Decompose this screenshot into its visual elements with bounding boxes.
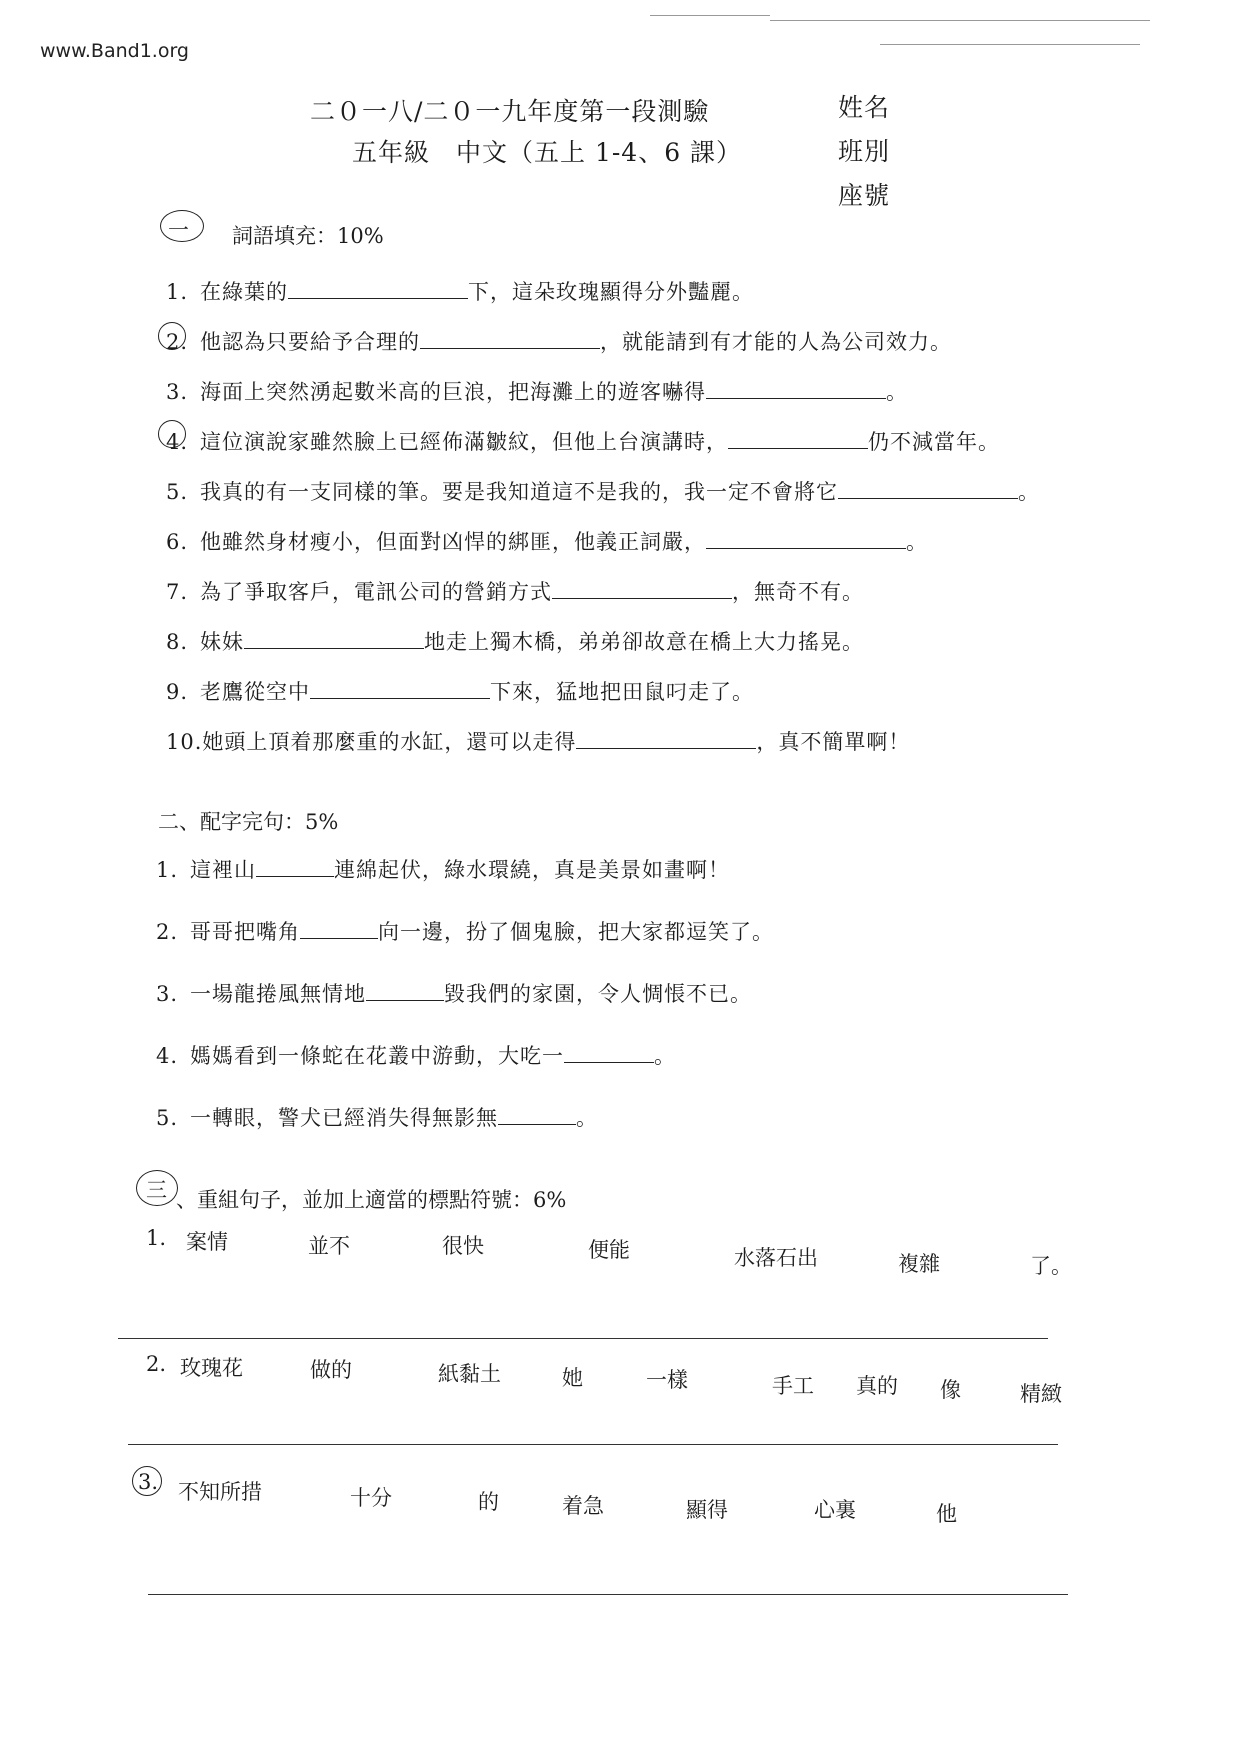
s2-question-2: 2. 哥哥把嘴角 向一邊，扮了個鬼臉，把大家都逗笑了。	[156, 920, 774, 944]
s3-q1-word: 了。	[1030, 1254, 1072, 1278]
s1-question-10: 10.她頭上頂着那麼重的水缸，還可以走得 ，真不簡單啊！	[166, 730, 911, 754]
s1-question-9: 9. 老鷹從空中 下來，猛地把田鼠叼走了。	[166, 680, 754, 704]
answer-blank[interactable]	[838, 478, 1018, 499]
s3-q2-word: 像	[940, 1378, 961, 1402]
s3-q2-word: 她	[562, 1366, 583, 1390]
s2-question-5: 5. 一轉眼，警犬已經消失得無影無 。	[156, 1106, 598, 1130]
s2-question-4: 4. 媽媽看到一條蛇在花叢中游動，大吃一 。	[156, 1044, 676, 1068]
s3-q2-word: 玫瑰花	[180, 1356, 243, 1380]
s1-question-7: 7. 為了爭取客戶，電訊公司的營銷方式 ，無奇不有。	[166, 580, 864, 604]
s3-q1-answer-line[interactable]	[118, 1338, 1048, 1339]
scan-line	[880, 44, 1140, 45]
s1-question-3: 3. 海面上突然湧起數米高的巨浪，把海灘上的遊客嚇得 。	[166, 380, 908, 404]
answer-blank[interactable]	[366, 980, 444, 1001]
s2-question-1: 1. 這裡山 連綿起伏，綠水環繞，真是美景如畫啊！	[156, 858, 730, 882]
s3-q2-word: 紙黏土	[438, 1362, 501, 1386]
s3-q3-answer-line[interactable]	[148, 1594, 1068, 1595]
scan-line	[650, 15, 770, 16]
s2-question-3: 3. 一場龍捲風無情地 毀我們的家園，令人惆悵不已。	[156, 982, 752, 1006]
s1-question-1: 1. 在綠葉的 下，這朵玫瑰顯得分外豔麗。	[166, 280, 754, 304]
s1-question-8: 8. 妹妹 地走上獨木橋，弟弟卻故意在橋上大力搖晃。	[166, 630, 864, 654]
s1-question-2: 2. 他認為只要給予合理的 ，就能請到有才能的人為公司效力。	[166, 330, 952, 354]
section-3-number: 三	[146, 1178, 167, 1202]
s3-q2-answer-line[interactable]	[128, 1444, 1058, 1445]
s3-q2-word: 做的	[310, 1358, 352, 1382]
s1-question-4: 4. 這位演說家雖然臉上已經佈滿皺紋，但他上台演講時， 仍不減當年。	[166, 430, 1000, 454]
answer-blank[interactable]	[310, 678, 490, 699]
s3-q2-number: 2.	[146, 1352, 167, 1376]
answer-blank[interactable]	[728, 428, 868, 449]
s3-q1-number: 1.	[146, 1226, 167, 1250]
s3-q2-word: 真的	[856, 1374, 898, 1398]
s3-q3-word: 他	[936, 1502, 957, 1526]
s3-q2-word: 手工	[772, 1374, 814, 1398]
section-2-title: 二、配字完句：5%	[158, 810, 339, 834]
exam-title: 二０一八/二０一九年度第一段測驗	[310, 97, 710, 126]
answer-blank[interactable]	[420, 328, 600, 349]
s3-q1-word: 並不	[308, 1234, 350, 1258]
field-name-label: 姓名	[838, 93, 891, 122]
field-seat-label: 座號	[838, 181, 891, 210]
section-1-title: 詞語填充：10%	[232, 224, 384, 248]
answer-blank[interactable]	[244, 628, 424, 649]
s3-q3-number: 3.	[138, 1470, 159, 1494]
s1-question-6: 6. 他雖然身材瘦小，但面對凶悍的綁匪，他義正詞嚴， 。	[166, 530, 928, 554]
section-3-title: 、重組句子，並加上適當的標點符號：6%	[176, 1188, 567, 1212]
answer-blank[interactable]	[300, 918, 378, 939]
s3-q3-word: 不知所措	[178, 1480, 262, 1504]
s3-q1-word: 便能	[588, 1238, 630, 1262]
answer-blank[interactable]	[288, 278, 468, 299]
s3-q3-word: 心裏	[814, 1498, 856, 1522]
s3-q3-word: 顯得	[686, 1498, 728, 1522]
s3-q3-word: 的	[478, 1490, 499, 1514]
section-1-number: 一	[168, 218, 189, 242]
s1-question-5: 5. 我真的有一支同樣的筆。要是我知道這不是我的，我一定不會將它 。	[166, 480, 1040, 504]
s3-q1-word: 很快	[442, 1234, 484, 1258]
answer-blank[interactable]	[706, 528, 906, 549]
answer-blank[interactable]	[498, 1104, 576, 1125]
scan-line	[770, 20, 1150, 21]
s3-q3-word: 着急	[562, 1494, 604, 1518]
answer-blank[interactable]	[564, 1042, 654, 1063]
s3-q1-word: 水落石出	[734, 1246, 818, 1270]
answer-blank[interactable]	[552, 578, 732, 599]
s3-q2-word: 精緻	[1020, 1382, 1062, 1406]
s3-q1-word: 案情	[186, 1230, 228, 1254]
s3-q3-word: 十分	[350, 1486, 392, 1510]
field-class-label: 班別	[838, 137, 891, 166]
answer-blank[interactable]	[576, 728, 756, 749]
answer-blank[interactable]	[256, 856, 334, 877]
s3-q1-word: 複雜	[898, 1252, 940, 1276]
s3-q2-word: 一樣	[646, 1368, 688, 1392]
answer-blank[interactable]	[706, 378, 886, 399]
site-url: www.Band1.org	[40, 40, 189, 62]
exam-subtitle: 五年級 中文（五上 1-4、6 課）	[352, 138, 743, 167]
